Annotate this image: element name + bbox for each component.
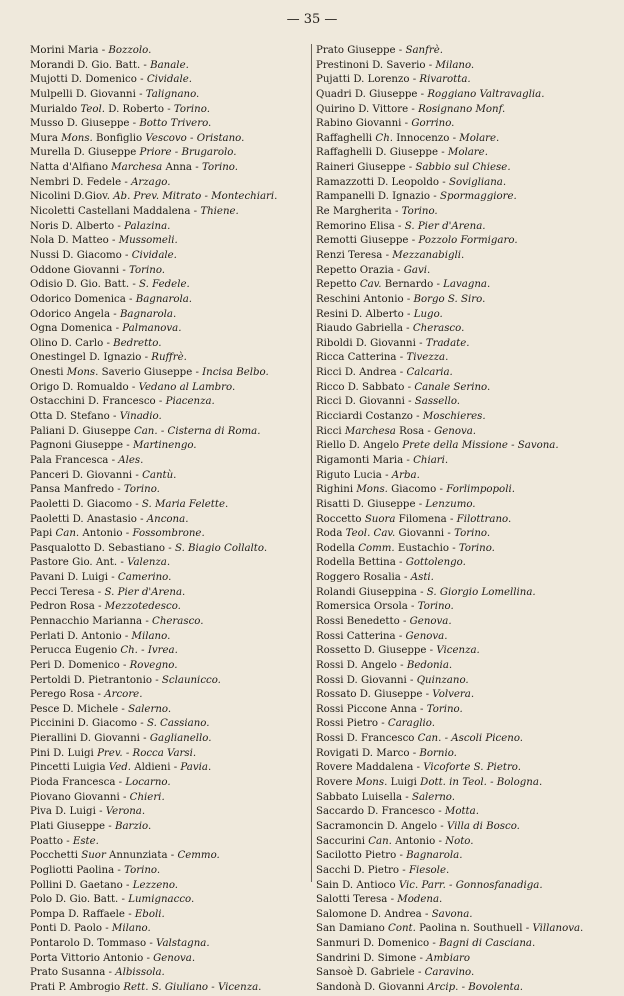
directory-entry: Remotti Giuseppe - Pozzolo Formigaro. bbox=[316, 235, 518, 247]
directory-entry: Origo D. Romualdo - Vedano al Lambro. bbox=[30, 381, 236, 393]
directory-entry: Pedron Rosa - Mezzotedesco. bbox=[30, 601, 181, 613]
directory-entry: Perlati D. Antonio - Milano. bbox=[30, 630, 171, 642]
directory-entry: Ponti D. Paolo - Milano. bbox=[30, 923, 151, 935]
directory-entry: Papi Can. Antonio - Fossombrone. bbox=[30, 528, 205, 540]
directory-entry: Riello D. Angelo Prete della Missione - Savona. bbox=[316, 440, 559, 452]
directory-entry: Quirino D. Vittore - Rosignano Monf. bbox=[316, 103, 506, 115]
directory-entry: Pogliotti Paolina - Torino. bbox=[30, 864, 161, 876]
directory-entry: Prato Susanna - Albissola. bbox=[30, 967, 165, 979]
directory-entry: Nola D. Matteo - Mussomeli. bbox=[30, 235, 178, 247]
directory-entry: Rovere Mons. Luigi Dott. in Teol. - Bologna. bbox=[316, 777, 543, 789]
directory-entry: Sanmuri D. Domenico - Bagni di Casciana. bbox=[316, 938, 536, 950]
directory-entry: Nussi D. Giacomo - Cividale. bbox=[30, 249, 177, 261]
directory-entry: Panceri D. Giovanni - Cantù. bbox=[30, 469, 177, 481]
directory-entry: Sacramoncin D. Angelo - Villa di Bosco. bbox=[316, 820, 520, 832]
directory-entry: Pastore Gio. Ant. - Valenza. bbox=[30, 557, 171, 569]
right-column bbox=[316, 44, 616, 996]
directory-entry: Pierallini D. Giovanni - Gaglianello. bbox=[30, 733, 212, 745]
directory-entry: Paoletti D. Giacomo - S. Maria Felette. bbox=[30, 498, 229, 510]
directory-entry: Saccardo D. Francesco - Motta. bbox=[316, 806, 479, 818]
directory-entry: Roccetto Suora Filomena - Filottrano. bbox=[316, 513, 512, 525]
directory-entry: Pujatti D. Lorenzo - Rivarotta. bbox=[316, 74, 471, 86]
directory-entry: Peri D. Domenico - Rovegno. bbox=[30, 659, 178, 671]
directory-entry: Sacchi D. Pietro - Fiesole. bbox=[316, 864, 450, 876]
directory-entry: Rossi Piccone Anna - Torino. bbox=[316, 703, 463, 715]
directory-entry: Pincetti Luigia Ved. Aldieni - Pavia. bbox=[30, 762, 212, 774]
directory-entry: Pennacchio Marianna - Cherasco. bbox=[30, 615, 204, 627]
directory-entry: Sain D. Antioco Vic. Parr. - Gonnosfanadiga. bbox=[316, 879, 543, 891]
directory-entry: Rossi D. Angelo - Bedonia. bbox=[316, 659, 453, 671]
directory-entry: Pompa D. Raffaele - Eboli. bbox=[30, 908, 165, 920]
directory-entry: Rodella Comm. Eustachio - Torino. bbox=[316, 542, 495, 554]
directory-entry: Repetto Orazia - Gavi. bbox=[316, 264, 431, 276]
directory-entry: Pecci Teresa - S. Pier d'Arena. bbox=[30, 586, 186, 598]
directory-entry: Reschini Antonio - Borgo S. Siro. bbox=[316, 293, 486, 305]
directory-entry: Risatti D. Giuseppe - Lenzumo. bbox=[316, 498, 476, 510]
directory-entry: Quadri D. Giuseppe - Roggiano Valtravaglia. bbox=[316, 88, 545, 100]
directory-entry: Ramazzotti D. Leopoldo - Sovigliana. bbox=[316, 176, 507, 188]
directory-entry: Ricci Marchesa Rosa - Genova. bbox=[316, 425, 477, 437]
directory-entry: Sabbato Luisella - Salerno. bbox=[316, 791, 455, 803]
directory-entry: Renzi Teresa - Mezzanabigli. bbox=[316, 249, 465, 261]
directory-entry: Otta D. Stefano - Vinadio. bbox=[30, 411, 162, 423]
directory-entry: Perucca Eugenio Ch. - Ivrea. bbox=[30, 645, 178, 657]
directory-entry: Rampanelli D. Ignazio - Spormaggiore. bbox=[316, 191, 517, 203]
directory-entry: Repetto Cav. Bernardo - Lavagna. bbox=[316, 279, 491, 291]
directory-entry: Paoletti D. Anastasio - Ancona. bbox=[30, 513, 189, 525]
directory-entry: Mura Mons. Bonfiglio Vescovo - Oristano. bbox=[30, 132, 245, 144]
directory-entry: Raineri Giuseppe - Sabbio sul Chiese. bbox=[316, 162, 511, 174]
directory-entry: Plati Giuseppe - Barzio. bbox=[30, 820, 152, 832]
directory-entry: Pollini D. Gaetano - Lezzeno. bbox=[30, 879, 179, 891]
directory-entry: Mulpelli D. Giovanni - Talignano. bbox=[30, 88, 200, 100]
directory-entry: Rossi Catterina - Genova. bbox=[316, 630, 448, 642]
directory-entry: Salotti Teresa - Modena. bbox=[316, 894, 443, 906]
directory-entry: San Damiano Cont. Paolina n. Southuell - Villanova. bbox=[316, 923, 584, 935]
directory-entry: Odisio D. Gio. Batt. - S. Fedele. bbox=[30, 279, 190, 291]
directory-entry: Odorico Angela - Bagnarola. bbox=[30, 308, 177, 320]
directory-entry: Pertoldi D. Pietrantonio - Sclaunicco. bbox=[30, 674, 221, 686]
directory-entry: Nicoletti Castellani Maddalena - Thiene. bbox=[30, 206, 239, 218]
directory-entry: Morandi D. Gio. Batt. - Banale. bbox=[30, 59, 189, 71]
directory-entry: Polo D. Gio. Batt. - Lumignacco. bbox=[30, 894, 195, 906]
directory-entry: Pioda Francesca - Locarno. bbox=[30, 777, 171, 789]
directory-entry: Sansoè D. Gabriele - Caravino. bbox=[316, 967, 475, 979]
directory-entry: Pavani D. Luigi - Camerino. bbox=[30, 572, 172, 584]
directory-entry: Rossi Benedetto - Genova. bbox=[316, 615, 452, 627]
directory-entry: Sacilotto Pietro - Bagnarola. bbox=[316, 850, 463, 862]
directory-entry: Roggero Rosalia - Asti. bbox=[316, 572, 434, 584]
directory-entry: Remorino Elisa - S. Pier d'Arena. bbox=[316, 220, 486, 232]
directory-entry: Raffaghelli D. Giuseppe - Molare. bbox=[316, 147, 488, 159]
directory-entry: Righini Mons. Giacomo - Forlimpopoli. bbox=[316, 484, 515, 496]
directory-entry: Nembri D. Fedele - Arzago. bbox=[30, 176, 171, 188]
directory-entry: Rabino Giovanni - Gorrino. bbox=[316, 118, 455, 130]
directory-entry: Rodella Bettina - Gottolengo. bbox=[316, 557, 466, 569]
directory-entry: Ricciardi Costanzo - Moschieres. bbox=[316, 411, 486, 423]
directory-entry: Onesti Mons. Saverio Giuseppe - Incisa Belbo. bbox=[30, 367, 269, 379]
directory-entry: Mujotti D. Domenico - Cividale. bbox=[30, 74, 193, 86]
directory-entry: Porta Vittorio Antonio - Genova. bbox=[30, 952, 196, 964]
directory-entry: Pini D. Luigi Prev. - Rocca Varsi. bbox=[30, 747, 197, 759]
directory-entry: Pagnoni Giuseppe - Martinengo. bbox=[30, 440, 197, 452]
directory-entry: Riaudo Gabriella - Cherasco. bbox=[316, 323, 465, 335]
directory-entry: Rossi D. Giovanni - Quinzano. bbox=[316, 674, 469, 686]
directory-entry: Ricci D. Andrea - Calcaria. bbox=[316, 367, 453, 379]
directory-entry: Morini Maria - Bozzolo. bbox=[30, 45, 152, 56]
directory-entry: Pocchetti Suor Annunziata - Cemmo. bbox=[30, 850, 220, 862]
directory-entry: Sandonà D. Giovanni Arcip. - Bovolenta. bbox=[316, 982, 524, 993]
directory-entry: Rossetto D. Giuseppe - Vicenza. bbox=[316, 645, 480, 657]
directory-entry: Oddone Giovanni - Torino. bbox=[30, 264, 166, 276]
directory-entry: Prati P. Ambrogio Rett. S. Giuliano - Vicenza. bbox=[30, 982, 262, 993]
directory-entry: Raffaghelli Ch. Innocenzo - Molare. bbox=[316, 132, 500, 144]
directory-entry: Pesce D. Michele - Salerno. bbox=[30, 703, 172, 715]
directory-entry: Rovigati D. Marco - Bornio. bbox=[316, 747, 457, 759]
directory-entry: Murialdo Teol. D. Roberto - Torino. bbox=[30, 103, 210, 115]
directory-entry: Odorico Domenica - Bagnarola. bbox=[30, 293, 193, 305]
directory-entry: Rossato D. Giuseppe - Volvera. bbox=[316, 689, 475, 701]
directory-entry: Ricca Catterina - Tivezza. bbox=[316, 352, 449, 364]
directory-entry: Onestingel D. Ignazio - Ruffrè. bbox=[30, 352, 187, 364]
directory-entry: Riguto Lucia - Arba. bbox=[316, 469, 420, 481]
directory-entry: Olino D. Carlo - Bedretto. bbox=[30, 337, 162, 349]
directory-entry: Pala Francesca - Ales. bbox=[30, 454, 144, 466]
directory-entry: Noris D. Alberto - Palazina. bbox=[30, 220, 171, 232]
directory-entry: Prato Giuseppe - Sanfrè. bbox=[316, 45, 444, 56]
directory-entry: Riboldi D. Giovanni - Tradate. bbox=[316, 337, 470, 349]
directory-entry: Pontarolo D. Tommaso - Valstagna. bbox=[30, 938, 210, 950]
directory-entry: Re Margherita - Torino. bbox=[316, 206, 438, 218]
directory-entry: Murella D. Giuseppe Priore - Brugarolo. bbox=[30, 147, 237, 159]
directory-entry: Rolandi Giuseppina - S. Giorgio Lomellina. bbox=[316, 586, 536, 598]
page-number: — 35 — bbox=[286, 12, 338, 27]
directory-entry: Poatto - Este. bbox=[30, 835, 99, 847]
directory-entry: Piva D. Luigi - Verona. bbox=[30, 806, 146, 818]
directory-entry: Rigamonti Maria - Chiari. bbox=[316, 454, 449, 466]
directory-entry: Nicolini D.Giov. Ab. Prev. Mitrato - Montechiari. bbox=[30, 191, 278, 203]
directory-entry: Ricco D. Sabbato - Canale Serino. bbox=[316, 381, 491, 393]
directory-entry: Romersica Orsola - Torino. bbox=[316, 601, 454, 613]
directory-entry: Perego Rosa - Arcore. bbox=[30, 689, 143, 701]
directory-entry: Sandrini D. Simone - Ambiaro bbox=[316, 952, 471, 964]
directory-entry: Rossi Pietro - Caraglio. bbox=[316, 718, 435, 730]
directory-entry: Musso D. Giuseppe - Botto Trivero. bbox=[30, 118, 212, 130]
left-column bbox=[30, 44, 316, 996]
directory-entry: Ricci D. Giovanni - Sassello. bbox=[316, 396, 461, 408]
directory-entry: Ogna Domenica - Palmanova. bbox=[30, 323, 182, 335]
directory-entry: Salomone D. Andrea - Savona. bbox=[316, 908, 473, 920]
directory-entry: Rovere Maddalena - Vicoforte S. Pietro. bbox=[316, 762, 522, 774]
directory-entry: Prestinoni D. Saverio - Milano. bbox=[316, 59, 475, 71]
directory-entry: Paliani D. Giuseppe Can. - Cisterna di Roma. bbox=[30, 425, 261, 437]
directory-entry: Pansa Manfredo - Torino. bbox=[30, 484, 160, 496]
directory-entry: Pasqualotto D. Sebastiano - S. Biagio Collalto. bbox=[30, 542, 268, 554]
directory-entry: Piovano Giovanni - Chieri. bbox=[30, 791, 165, 803]
directory-entry: Roda Teol. Cav. Giovanni - Torino. bbox=[316, 528, 491, 540]
directory-entry: Piccinini D. Giacomo - S. Cassiano. bbox=[30, 718, 210, 730]
directory-entry: Saccurini Can. Antonio - Noto. bbox=[316, 835, 474, 847]
directory-entry: Natta d'Alfiano Marchesa Anna - Torino. bbox=[30, 162, 238, 174]
directory-entry: Rossi D. Francesco Can. - Ascoli Piceno. bbox=[316, 733, 524, 745]
directory-entry: Resini D. Alberto - Lugo. bbox=[316, 308, 443, 320]
directory-entry: Ostacchini D. Francesco - Piacenza. bbox=[30, 396, 215, 408]
